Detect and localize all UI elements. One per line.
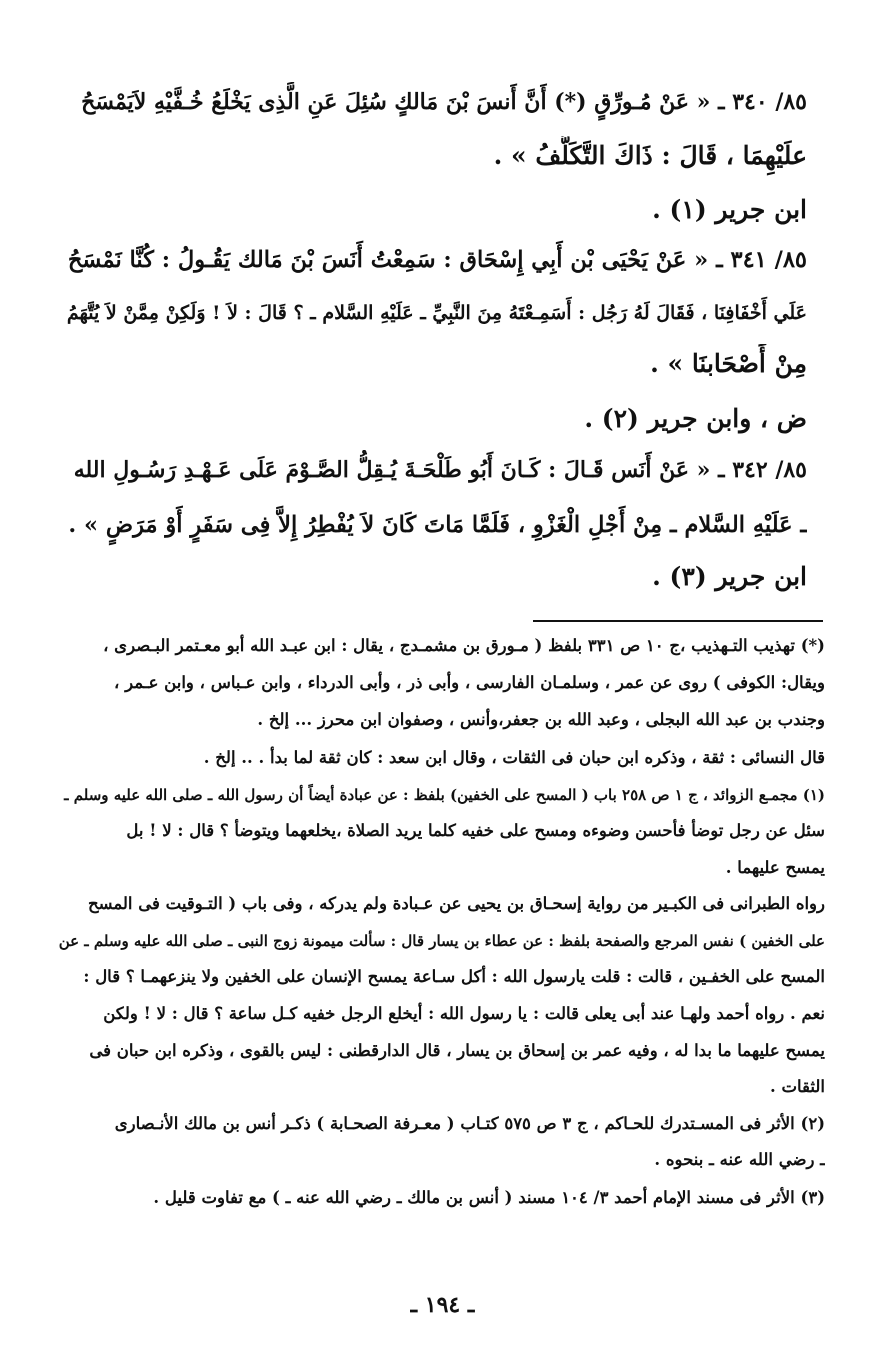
footnote-2-line-2: ـ رضي الله عنه ـ بنحوه .	[654, 1150, 825, 1169]
hadith-340-line-2: علَيْهِمَا ، قَالَ : ذَاكَ التَّكَلُّفُ » .	[493, 141, 807, 170]
hadith-340-line-1: ٨٥/ ٣٤٠ ـ « عَنْ مُـورِّقٍ (*) أَنَّ أَنسَ بْنَ مَالكٍ سُئِلَ عَنِ الَّذِى يَخْلَعُ خُـفَّيْهِ لاَيَمْسَحُ	[81, 89, 807, 115]
footnote-star-line-2: ويقال: الكوفى ) روى عن عمر ، وسلمـان الفارسى ، وأبى ذر ، وأبى الدرداء ، وابن عـباس ، وابن عـمر ،	[114, 673, 825, 692]
hadith-341-line-1: ٨٥/ ٣٤١ ـ « عَنْ يَحْيَى بْن أَبِي إِسْحَاق : سَمِعْتُ أَنَسَ بْنَ مَالك يَقُـولُ : كُنَّا نَمْسَحُ	[67, 247, 807, 273]
footnote-1-line-3: يمسح عليهما .	[725, 858, 825, 877]
footnote-star-line-1: (*) تهذيب التـهذيب ،ج ١٠ ص ٣٣١ بلفظ ( مـورق بن مشمـدج ، يقال : ابن عبـد الله أبو معـتمر البـصرى ،	[103, 636, 825, 655]
footnote-1-line-6: المسح على الخفـين ، قالت : قلت يارسول الله : أكل سـاعة يمسح الإنسان على الخفين ولا ينزعهمـا ؟ قال :	[83, 967, 825, 986]
hadith-342-line-1: ٨٥/ ٣٤٢ ـ « عَنْ أَنَس قَـالَ : كَـانَ أَبُو طَلْحَـةَ يُـقِلُّ الصَّـوْمَ عَلَى عَـهْـدِ رَسُـولِ الله	[73, 457, 807, 483]
footnote-1-line-2: سئل عن رجل توضأ فأحسن وضوءه ومسح على خفيه كلما يريد الصلاة ،يخلعهما ويتوضأ ؟ قال : لا ! بل	[126, 821, 825, 840]
footnote-1-line-1: (١) مجمـع الزوائد ، ج ١ ص ٢٥٨ باب ( المسح على الخفين) بلفظ : عن عبادة أيضاً أن رسول الله ـ صلى الله عليه وسلم ـ	[64, 786, 825, 804]
footnote-1-line-9: الثقات .	[770, 1077, 825, 1096]
hadith-341-line-2: عَلَي أَخْفَافِنَا ، فَقَالَ لَهُ رَجُل : أَسَمِـعْتَهُ مِنَ النَّبِيِّ ـ عَلَيْهِ السَّلام ـ ؟ قَالَ : لاَ ! وَلَكِنْ مِمَّنْ لاَ يُتَّهَمُ	[67, 302, 807, 324]
hadith-342-source: ابن جرير (٣) .	[652, 562, 807, 591]
footnote-1-line-4: رواه الطبرانى فى الكبـير من رواية إسحـاق بن يحيى عن عـبادة ولم يدركه ، وفى باب ( التـوقيت فى المسح	[88, 894, 825, 913]
footnote-separator	[533, 620, 823, 622]
hadith-341-source: ض ، وابن جرير (٢) .	[584, 404, 807, 433]
footnote-1-line-7: نعم . رواه أحمد ولهـا عند أبى يعلى قالت : يا رسول الله : أيخلع الرجل خفيه كـل ساعة ؟ قال : لا ! ولكن	[103, 1004, 825, 1023]
footnote-1-line-8: يمسح عليهما ما بدا له ، وفيه عمر بن إسحاق بن يسار ، قال الدارقطنى : ليس بالقوى ، وذكره ابن حبان فى	[89, 1041, 825, 1060]
hadith-340-source: ابن جرير (١) .	[652, 195, 807, 224]
hadith-342-line-2: ـ عَلَيْهِ السَّلام ـ مِنْ أَجْلِ الْغَزْوِ ، فَلَمَّا مَاتَ كَانَ لاَ يُفْطِرُ إِلاَّ فِى سَفَرٍ أَوْ مَرَضٍ » .	[68, 512, 807, 538]
footnote-star-line-3: وجندب بن عبد الله البجلى ، وعبد الله بن جعفر،وأنس ، وصفوان ابن محرز ... إلخ .	[257, 710, 825, 729]
footnote-3-line-1: (٣) الأثر فى مسند الإمام أحمد ٣/ ١٠٤ مسند ( أنس بن مالك ـ رضي الله عنه ـ ) مع تفاوت قليل .	[153, 1188, 825, 1207]
footnote-1-line-5: على الخفين ) نفس المرجع والصفحة بلفظ : عن عطاء بن يسار قال : سألت ميمونة زوج النبى ـ صلى الله عليه وسلم ـ عن	[58, 932, 825, 950]
hadith-341-line-3: مِنْ أَصْحَابنَا » .	[650, 349, 807, 378]
footnote-2-line-1: (٢) الأثر فى المسـتدرك للحـاكم ، ج ٣ ص ٥٧٥ كتـاب ( معـرفة الصحـابة ) ذكـر أنس بن مالك الأنـصارى	[114, 1114, 825, 1133]
page-number: ـ ١٩٤ ـ	[410, 1292, 475, 1318]
footnote-star-line-4: قال النسائى : ثقة ، وذكره ابن حبان فى الثقات ، وقال ابن سعد : كان ثقة لما بدأ . .. إلخ .	[203, 748, 825, 767]
